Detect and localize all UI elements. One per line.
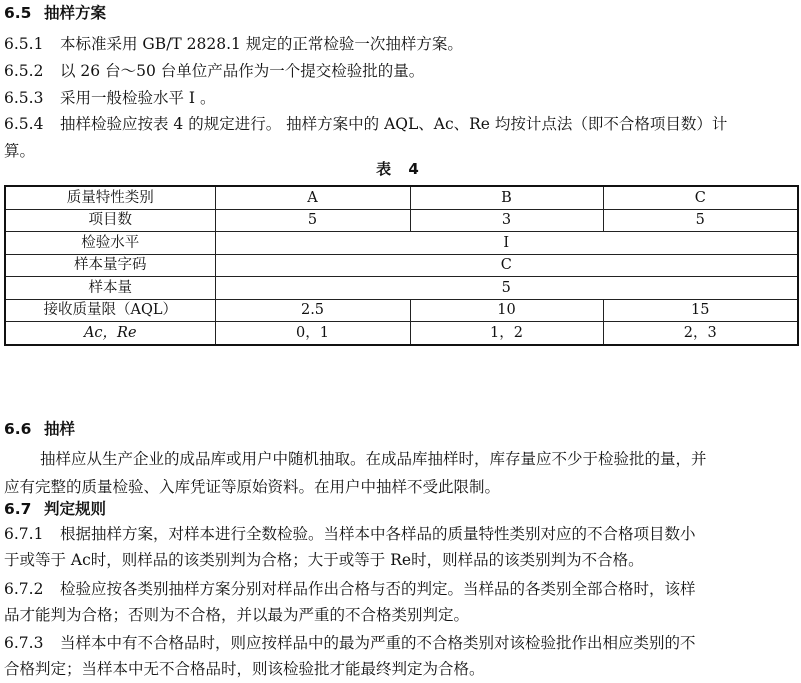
clause-text: 抽样检验应按表 4 的规定进行。 抽样方案中的 AQL、Ac、Re 均按计点法（即不合格项目数）计 [60, 115, 728, 133]
clause-number: 6.7.3 [4, 634, 44, 652]
cell: 5 [603, 209, 798, 232]
table-row [5, 209, 798, 232]
row-label: Ac，Re [5, 322, 215, 345]
clause-text: 检验应按各类别抽样方案分别对样品作出合格与否的判定。当样品的各类别全部合格时，该样 [60, 580, 696, 598]
section-number: 6.5 [4, 4, 32, 22]
section-title: 抽样 [44, 420, 76, 438]
clause-6-7-3-continued: 合格判定；当样本中无不合格品时，则该检验批才能最终判定为合格。 [4, 660, 485, 678]
clause-text: 采用一般检验水平 I 。 [60, 89, 216, 107]
clause-6-5-4 [4, 115, 727, 134]
clause-number: 6.5.2 [4, 62, 44, 80]
sampling-plan-table [4, 185, 799, 346]
cell: 0，1 [215, 322, 410, 345]
table-row [5, 322, 798, 345]
cell: C [603, 186, 798, 209]
clause-6-7-2 [4, 580, 696, 599]
clause-6-5-4-continued [4, 142, 35, 161]
table-row [5, 254, 798, 277]
clause-number: 6.5.3 [4, 89, 44, 107]
cell: 15 [603, 299, 798, 322]
cell: A [215, 186, 410, 209]
paragraph-6-6-line-2: 应有完整的质量检验、入库凭证等原始资料。在用户中抽样不受此限制。 [4, 478, 501, 496]
cell: 1，2 [410, 322, 603, 345]
section-heading-6-5 [4, 4, 106, 23]
table-row [5, 277, 798, 300]
cell: 5 [215, 209, 410, 232]
table-caption: 表 4 [376, 160, 425, 178]
cell: 10 [410, 299, 603, 322]
table-row [5, 186, 798, 209]
cell: 2，3 [603, 322, 798, 345]
clause-6-7-2-continued: 品才能判为合格；否则为不合格，并以最为严重的不合格类别判定。 [4, 606, 470, 624]
row-label: 接收质量限（AQL） [5, 299, 215, 322]
clause-text: 算。 [4, 142, 36, 160]
clause-6-5-2 [4, 62, 424, 81]
row-label: 检验水平 [5, 232, 215, 255]
clause-number: 6.7.2 [4, 580, 44, 598]
clause-text: 当样本中有不合格品时，则应按样品中的最为严重的不合格类别对该检验批作出相应类别的不 [60, 634, 696, 652]
clause-text: 本标准采用 GB/T 2828.1 规定的正常检验一次抽样方案。 [60, 35, 463, 53]
clause-text: 根据抽样方案，对样本进行全数检验。当样本中各样品的质量特性类别对应的不合格项目数小 [60, 525, 696, 543]
cell: 2.5 [215, 299, 410, 322]
row-label: 项目数 [5, 209, 215, 232]
clause-number: 6.5.4 [4, 115, 44, 133]
clause-6-5-3 [4, 89, 215, 108]
spanned-cell: I [215, 232, 798, 255]
clause-6-7-3 [4, 634, 696, 653]
cell: B [410, 186, 603, 209]
table-row [5, 232, 798, 255]
row-label: 样本量字码 [5, 254, 215, 277]
section-number: 6.6 [4, 420, 32, 438]
clause-number: 6.5.1 [4, 35, 44, 53]
clause-6-7-1 [4, 525, 696, 544]
section-heading-6-7 [4, 500, 106, 519]
spanned-cell: C [215, 254, 798, 277]
clause-text: 以 26 台～50 台单位产品作为一个提交检验批的量。 [60, 62, 425, 80]
clause-6-7-1-continued: 于或等于 Ac时，则样品的该类别判为合格；大于或等于 Re时，则样品的该类别判为不合格。 [4, 551, 644, 569]
cell: 3 [410, 209, 603, 232]
table-row [5, 299, 798, 322]
section-heading-6-6 [4, 420, 75, 439]
clause-6-5-1 [4, 35, 463, 54]
paragraph-6-6-line-1: 抽样应从生产企业的成品库或用户中随机抽取。在成品库抽样时，库存量应不少于检验批的量，并 [40, 450, 707, 468]
section-title: 判定规则 [44, 500, 107, 518]
section-title: 抽样方案 [44, 4, 107, 22]
row-label: 质量特性类别 [5, 186, 215, 209]
section-number: 6.7 [4, 500, 32, 518]
spanned-cell: 5 [215, 277, 798, 300]
row-label: 样本量 [5, 277, 215, 300]
clause-number: 6.7.1 [4, 525, 44, 543]
